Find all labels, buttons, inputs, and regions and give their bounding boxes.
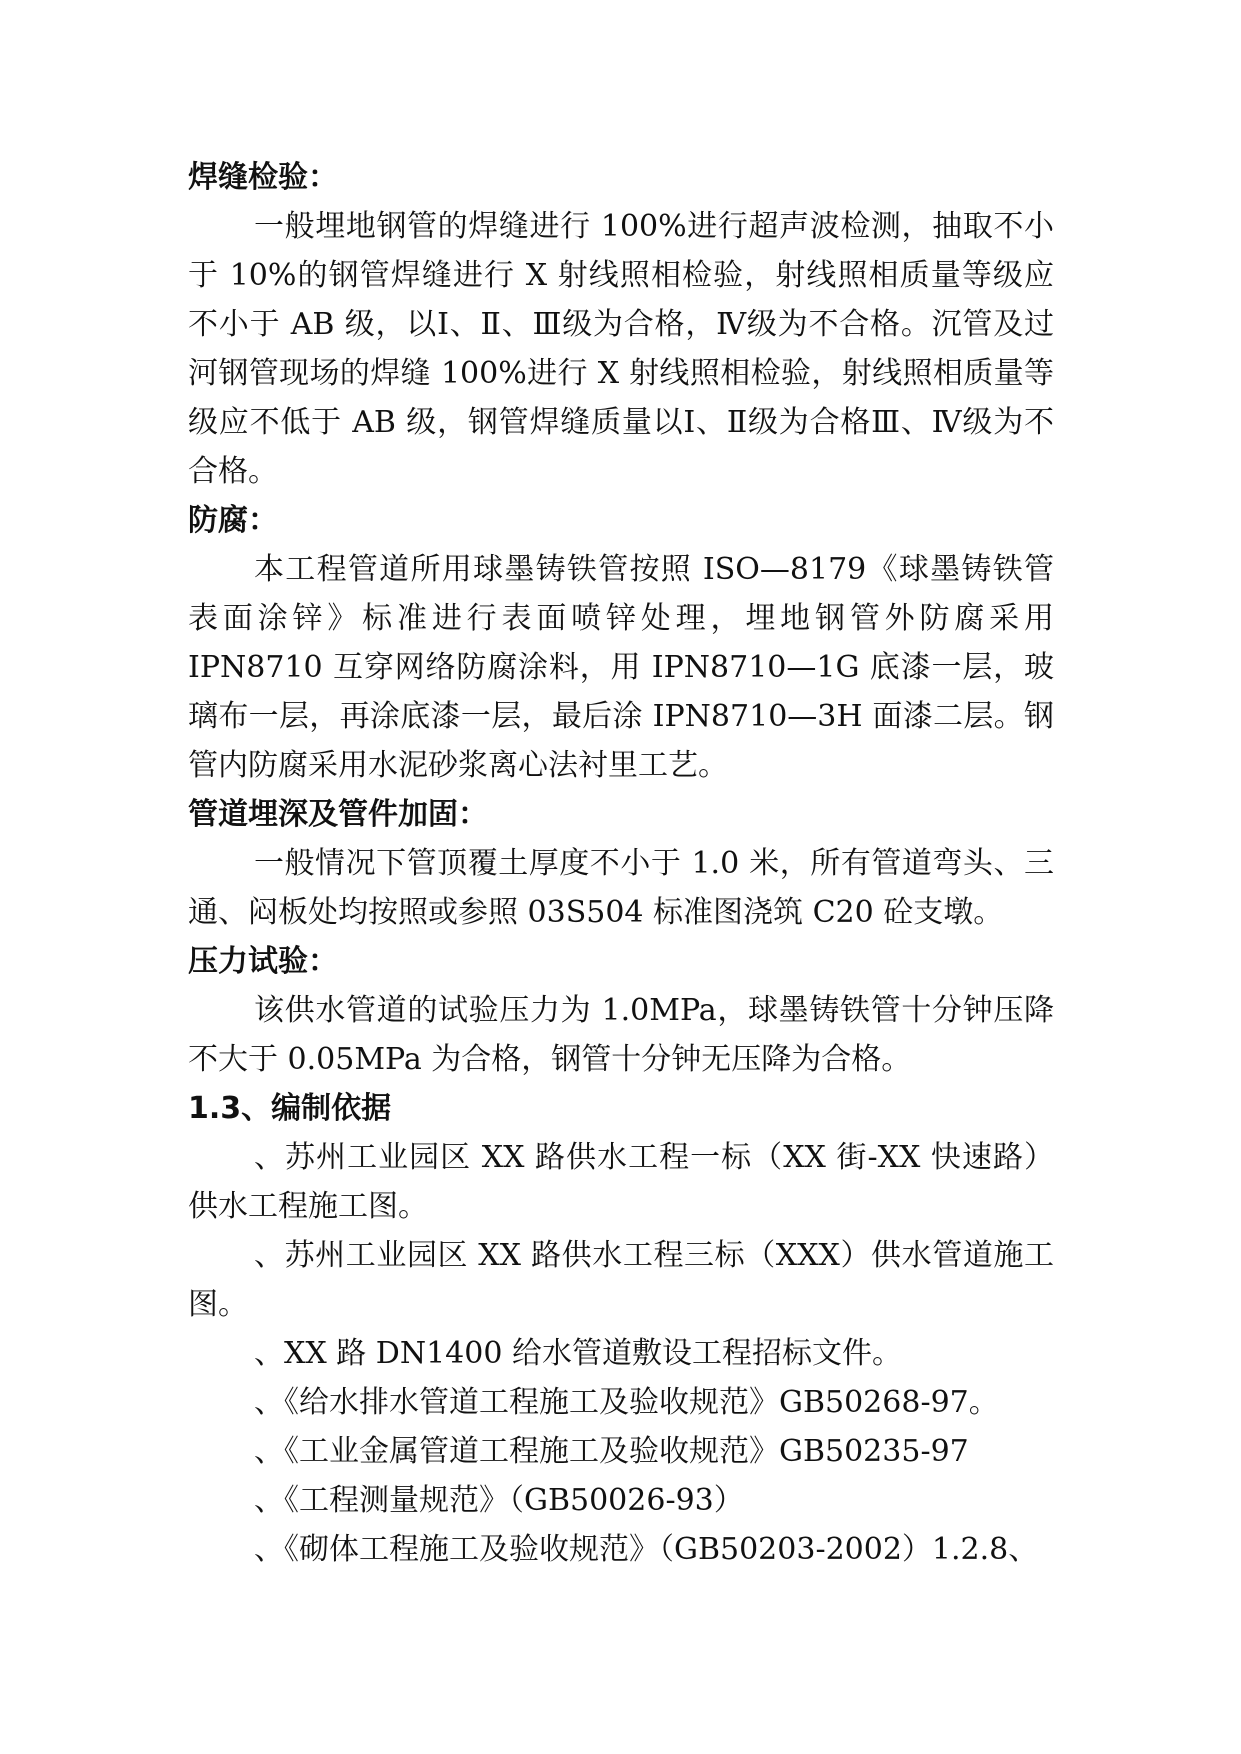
paragraph-weld-inspection: 一般埋地钢管的焊缝进行 100%进行超声波检测，抽取不小于 10%的钢管焊缝进行 X 射线照相检验，射线照相质量等级应不小于 AB 级，以Ⅰ、Ⅱ、Ⅲ级为合格，Ⅳ级为不合格。沉管及过河钢管现场的焊缝 100%进行 X 射线照相检验，射线照相质量等级应不低于 AB 级，钢管焊缝质量以Ⅰ、Ⅱ级为合格Ⅲ、Ⅳ级为不合格。 (188, 209, 1054, 489)
basis-item: 、XX 路 DN1400 给水管道敷设工程招标文件。 (254, 1336, 902, 1371)
paragraph-anticorrosion: 本工程管道所用球墨铸铁管按照 ISO—8179《球墨铸铁管表面涂锌》标准进行表面喷锌处理，埋地钢管外防腐采用 IPN8710 互穿网络防腐涂料，用 IPN8710—1G 底漆一层，玻璃布一层，再涂底漆一层，最后涂 IPN8710—3H 面漆二层。钢管内防腐采用水泥砂浆离心法衬里工艺。 (188, 552, 1054, 783)
paragraph-pressure-test: 该供水管道的试验压力为 1.0MPa，球墨铸铁管十分钟压降不大于 0.05MPa 为合格，钢管十分钟无压降为合格。 (188, 993, 1054, 1077)
paragraph-pipe-burial: 一般情况下管顶覆土厚度不小于 1.0 米，所有管道弯头、三通、闷板处均按照或参照 03S504 标准图浇筑 C20 砼支墩。 (188, 846, 1054, 930)
basis-item: 、《给水排水管道工程施工及验收规范》GB50268-97。 (254, 1385, 999, 1420)
document-body (188, 153, 1054, 1574)
section-heading-pressure-test: 压力试验： (188, 944, 338, 979)
section-heading-weld-inspection: 焊缝检验： (188, 160, 338, 195)
section-heading-pipe-burial: 管道埋深及管件加固： (188, 797, 488, 832)
basis-item: 、苏州工业园区 XX 路供水工程一标（XX 街-XX 快速路）供水工程施工图。 (188, 1140, 1054, 1224)
basis-item: 、《砌体工程施工及验收规范》（GB50203-2002）1.2.8、 (254, 1532, 1039, 1567)
section-heading-anticorrosion: 防腐： (188, 503, 278, 538)
basis-item: 、苏州工业园区 XX 路供水工程三标（XXX）供水管道施工图。 (188, 1238, 1054, 1322)
basis-item: 、《工业金属管道工程施工及验收规范》GB50235-97 (254, 1434, 969, 1469)
basis-item: 、《工程测量规范》（GB50026-93） (254, 1483, 744, 1518)
section-heading-basis: 1.3、编制依据 (188, 1091, 392, 1126)
